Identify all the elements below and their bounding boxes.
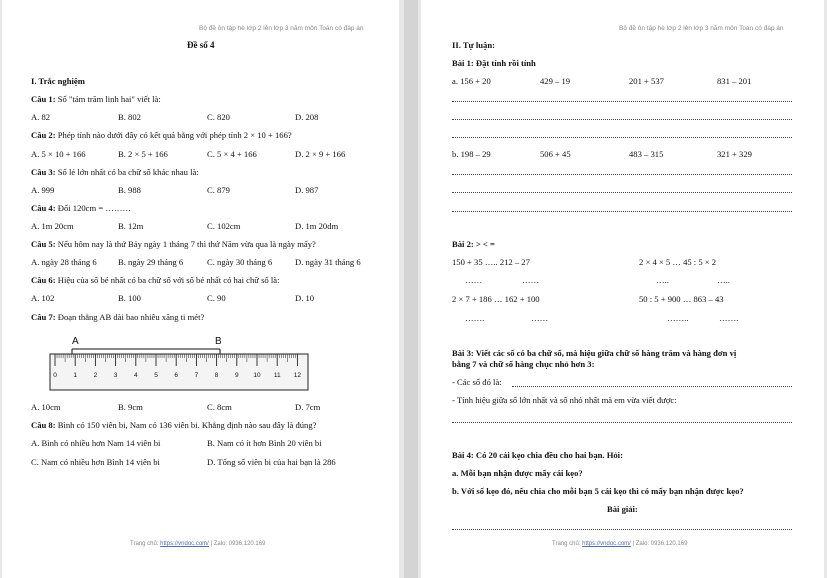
exercise-4-title: Bài 4: Có 20 cái kẹo chia đều cho hai bạn. Hỏi: <box>452 450 623 460</box>
answer-line <box>452 174 792 175</box>
q2-option-b: B. 2 × 5 + 166 <box>118 149 168 159</box>
q6-option-c: C. 90 <box>207 293 226 303</box>
ruler-tick-label: 12 <box>293 372 302 379</box>
q6-option-d: D. 10 <box>295 293 315 303</box>
q7-option-a: A. 10cm <box>31 402 61 412</box>
ruler-tick-label: 9 <box>234 372 239 379</box>
exercise-1-title: Bài 1: Đặt tính rồi tính <box>452 58 536 68</box>
question-5: Câu 5: Nếu hôm nay là thứ Bảy ngày 1 tháng 7 thì thứ Năm vừa qua là ngày mấy? <box>31 239 316 249</box>
q2-option-a: A. 5 × 10 + 166 <box>31 149 86 159</box>
answer-line <box>452 137 792 138</box>
q4-option-c: C. 102cm <box>207 221 241 231</box>
q8-option-c: C. Nam có nhiều hơn Bình 14 viên bi <box>31 457 160 467</box>
q8-option-b: B. Nam có ít hơn Bình 20 viên bi <box>207 438 322 448</box>
q4-option-a: A. 1m 20cm <box>31 221 74 231</box>
ex1-item-1: a. 156 + 20 <box>452 76 491 86</box>
q8-option-d: D. Tổng số viên bi của hai bạn là 286 <box>207 457 336 467</box>
answer-line <box>452 211 792 212</box>
page-header: Bộ đề ôn tập hè lớp 2 lên lớp 3 năm môn Toán có đáp án <box>199 25 364 32</box>
page-left <box>2 0 399 578</box>
ruler-tick-label: 0 <box>53 372 57 379</box>
exercise-2-title: Bài 2: > < = <box>452 239 495 249</box>
ex1-item-7: 483 – 315 <box>629 149 664 159</box>
page-header: Bộ đề ôn tập hè lớp 2 lên lớp 3 năm môn Toán có đáp án <box>619 25 784 32</box>
ruler-tick-label: 6 <box>174 372 179 379</box>
ex2-hint: ….. <box>656 275 669 285</box>
q4-option-b: B. 12m <box>118 221 144 231</box>
footer-link[interactable]: https://vndoc.com/ <box>160 541 209 547</box>
q7-option-d: D. 7cm <box>295 402 321 412</box>
answer-line <box>452 101 792 102</box>
question-6: Câu 6: Hiệu của số bé nhất có ba chữ số với số bé nhất có hai chữ số là: <box>31 275 280 285</box>
ex4-question-a: a. Mỗi bạn nhận được mấy cái kẹo? <box>452 468 583 478</box>
q2-option-c: C. 5 × 4 + 166 <box>207 149 257 159</box>
question-7: Câu 7: Đoạn thẳng AB dài bao nhiêu xăng ti mét? <box>31 312 205 322</box>
footer-link[interactable]: https://vndoc.com/ <box>582 541 631 547</box>
point-b-label: B <box>215 336 222 347</box>
ex2-compare-2: 2 × 4 × 5 … 45 : 5 × 2 <box>639 257 717 267</box>
q5-option-c: C. ngày 30 tháng 6 <box>207 257 273 267</box>
ruler-tick-label: 4 <box>133 372 138 379</box>
exam-title: Đề số 4 <box>187 40 215 50</box>
ex2-hint: …… <box>531 313 549 323</box>
ruler-tick-label: 11 <box>273 372 281 379</box>
q3-option-d: D. 987 <box>295 185 319 195</box>
ex2-hint: ……. <box>465 313 485 323</box>
q3-option-a: A. 999 <box>31 185 55 195</box>
ruler-figure <box>42 332 317 394</box>
q1-option-c: C. 820 <box>207 112 230 122</box>
ruler-tick-label: 10 <box>253 372 261 379</box>
q8-option-a: A. Bình có nhiều hơn Nam 14 viên bi <box>31 438 161 448</box>
question-2: Câu 2: Phép tính nào dưới đây có kết quả bằng với phép tính 2 × 10 + 166? <box>31 130 292 140</box>
q2-option-d: D. 2 × 9 + 166 <box>295 149 346 159</box>
question-8: Câu 8: Bình có 150 viên bi, Nam có 136 viên bi. Khẳng định nào sau đây là đúng? <box>31 420 317 430</box>
section-multiple-choice: I. Trắc nghiệm <box>31 76 85 86</box>
ruler-tick-label: 3 <box>113 372 118 379</box>
q1-option-d: D. 208 <box>295 112 319 122</box>
q3-option-b: B. 988 <box>118 185 141 195</box>
ex3-difference-label: - Tính hiệu giữa số lớn nhất và số nhỏ nhất mà em vừa viết được: <box>452 395 677 405</box>
ex2-hint: …… <box>465 275 483 285</box>
exercise-3-title: Bài 3: Viết các số có ba chữ số, mà hiệu giữa chữ số hàng trăm và hàng đơn vị <box>452 348 737 358</box>
point-a-label: A <box>72 336 79 347</box>
exercise-3-title-cont: bằng 7 và chữ số hàng chục nhỏ hơn 3: <box>452 359 595 369</box>
ruler-tick-label: 2 <box>93 372 98 379</box>
page-gutter <box>404 0 418 578</box>
ex4-question-b: b. Với số kẹo đó, nếu chia cho mỗi bạn 5 cái kẹo thì có mấy bạn nhận được kẹo? <box>452 486 744 496</box>
page-footer: Trang chủ: https://vndoc.com/ | Zalo: 0936.120.169 <box>552 541 688 547</box>
q5-option-d: D. ngày 31 tháng 6 <box>295 257 361 267</box>
ruler-body <box>50 354 308 390</box>
ex1-item-4: 831 – 201 <box>717 76 752 86</box>
ex2-hint: …… <box>522 275 540 285</box>
q1-option-a: A. 82 <box>31 112 51 122</box>
q5-option-a: A. ngày 28 tháng 6 <box>31 257 97 267</box>
q6-option-a: A. 102 <box>31 293 55 303</box>
q7-option-b: B. 9cm <box>118 402 143 412</box>
page-footer: Trang chủ: https://vndoc.com/ | Zalo: 0936.120.169 <box>130 541 266 547</box>
solution-label: Bài giải: <box>607 504 638 514</box>
ex2-compare-4: 50 : 5 + 900 … 863 – 43 <box>639 294 724 304</box>
ex1-item-5: b. 198 – 29 <box>452 149 491 159</box>
answer-line <box>452 119 792 120</box>
answer-line <box>512 386 792 387</box>
q1-option-b: B. 802 <box>118 112 141 122</box>
q7-option-c: C. 8cm <box>207 402 232 412</box>
ex2-hint: ……. <box>719 313 739 323</box>
ex1-item-3: 201 + 537 <box>629 76 664 86</box>
ex1-item-6: 506 + 45 <box>540 149 571 159</box>
ruler-tick-label: 5 <box>154 372 158 379</box>
answer-line <box>452 529 792 530</box>
section-essay: II. Tự luận: <box>452 40 495 50</box>
q5-option-b: B. ngày 29 tháng 6 <box>118 257 184 267</box>
q4-option-d: D. 1m 20dm <box>295 221 339 231</box>
q6-option-b: B. 100 <box>118 293 141 303</box>
answer-line <box>452 192 792 193</box>
question-1: Câu 1: Số "tám trăm linh hai" viết là: <box>31 94 161 104</box>
ex2-compare-1: 150 + 35 ….. 212 – 27 <box>452 257 530 267</box>
ruler-tick-label: 7 <box>194 372 199 379</box>
question-3: Câu 3: Số lẻ lớn nhất có ba chữ số khác nhau là: <box>31 167 199 177</box>
q3-option-c: C. 879 <box>207 185 230 195</box>
ex2-hint: …….. <box>667 313 689 323</box>
ruler-tick-label: 1 <box>73 372 78 379</box>
ex3-numbers-label: - Các số đó là: <box>452 377 502 387</box>
answer-line <box>452 422 792 423</box>
ex1-item-8: 321 + 329 <box>717 149 752 159</box>
question-4: Câu 4: Đổi 120cm = ……… <box>31 203 132 213</box>
ex1-item-2: 429 – 19 <box>540 76 571 86</box>
page-right <box>421 0 824 578</box>
ex2-hint: ….. <box>717 275 730 285</box>
ex2-compare-3: 2 × 7 + 186 … 162 + 100 <box>452 294 540 304</box>
ruler-tick-label: 8 <box>214 372 219 379</box>
